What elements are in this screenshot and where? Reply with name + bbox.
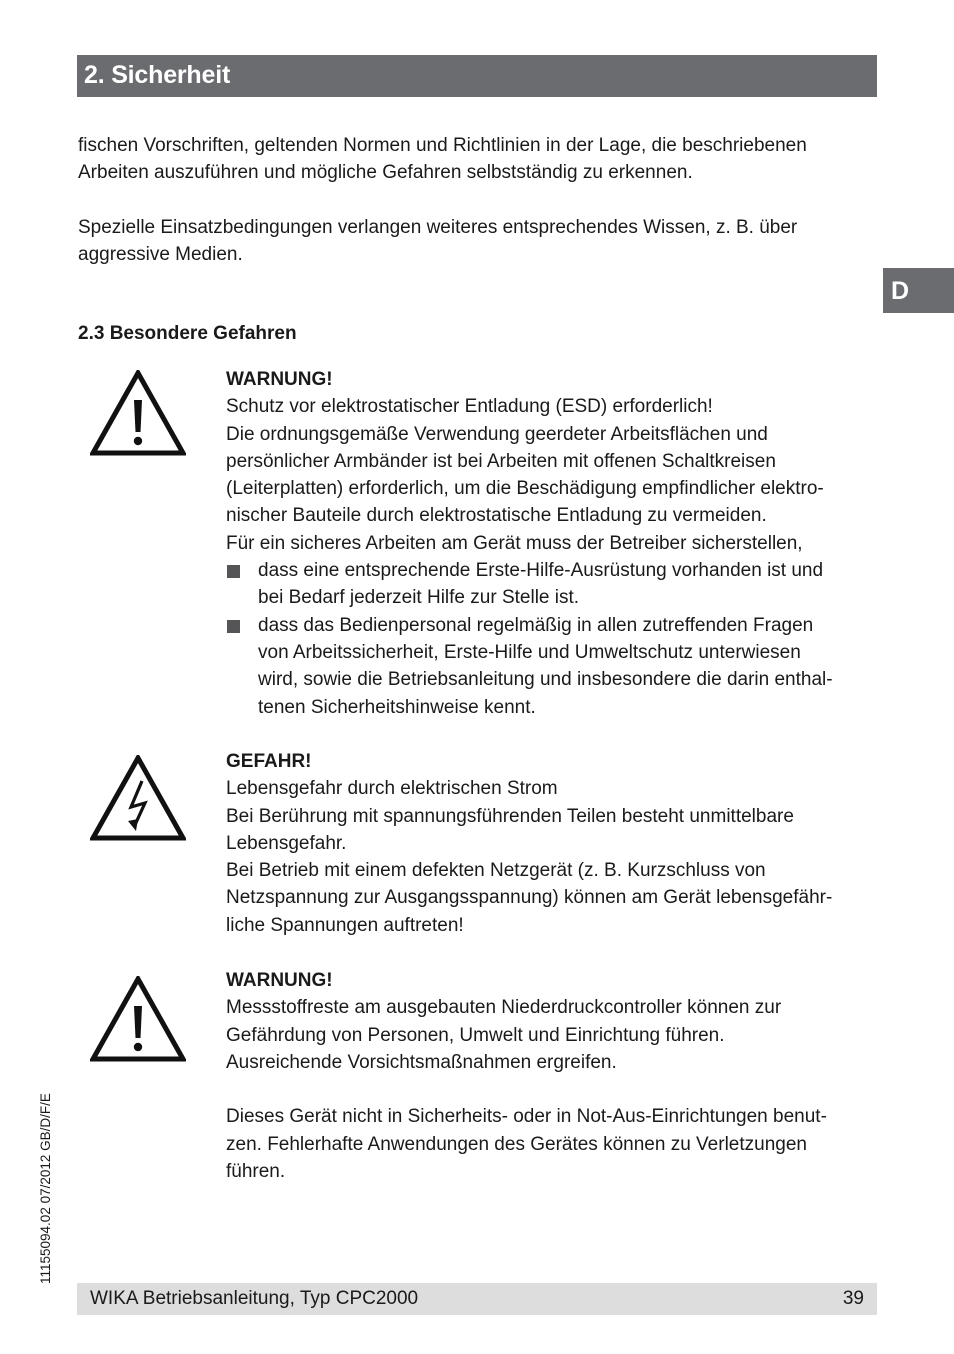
blank-line — [226, 1076, 878, 1103]
list-item — [226, 612, 878, 721]
notice-title: WARNUNG! — [226, 369, 333, 390]
warning-notice-esd — [226, 366, 878, 721]
text-line: persönlicher Armbänder ist bei Arbeiten mit offenen Schaltkreisen — [226, 450, 776, 472]
document-code: 11155094.02 07/2012 GB/D/F/E — [38, 1093, 53, 1284]
notice-title: GEFAHR! — [226, 751, 312, 772]
text-line: zen. Fehlerhafte Anwendungen des Gerätes können zu Verletzungen — [226, 1133, 807, 1155]
footer-title: WIKA Betriebsanleitung, Typ CPC2000 — [90, 1288, 419, 1309]
language-tab-label: D — [891, 277, 910, 305]
section-title: 2. Sicherheit — [84, 61, 231, 89]
page-number: 39 — [842, 1288, 864, 1309]
text-line: Lebensgefahr. — [226, 832, 347, 854]
text-line: Gefährdung von Personen, Umwelt und Einrichtung führen. — [226, 1024, 725, 1046]
text-line: führen. — [226, 1161, 286, 1183]
warning-exclamation-icon — [90, 976, 186, 1062]
intro-paragraph-2 — [78, 214, 868, 269]
subsection-heading: 2.3 Besondere Gefahren — [78, 323, 297, 344]
text-line: bei Bedarf jederzeit Hilfe zur Stelle ist. — [258, 587, 580, 609]
text-line: Lebensgefahr durch elektrischen Strom — [226, 778, 558, 800]
text-line: dass das Bedienpersonal regelmäßig in allen zutreffenden Fragen — [258, 614, 814, 636]
square-bullet-icon — [227, 620, 240, 633]
text-line: Ausreichende Vorsichtsmaßnahmen ergreifen. — [226, 1051, 617, 1073]
bullet-list — [226, 557, 878, 721]
text-line: liche Spannungen auftreten! — [226, 914, 464, 936]
text-line: Dieses Gerät nicht in Sicherheits- oder in Not-Aus-Einrichtungen benut- — [226, 1106, 827, 1128]
text-line: Schutz vor elektrostatischer Entladung (ESD) erforderlich! — [226, 396, 713, 418]
text-line: wird, sowie die Betriebsanleitung und insbesondere die darin enthal- — [258, 669, 833, 691]
warning-notice-residue — [226, 967, 878, 1185]
text-line: Bei Betrieb mit einem defekten Netzgerät (z. B. Kurzschluss von — [226, 860, 766, 882]
text-line: Messstoffreste am ausgebauten Niederdruckcontroller können zur — [226, 997, 782, 1019]
section-header-bar — [77, 55, 877, 97]
electric-hazard-icon — [90, 755, 186, 841]
intro-paragraph-1 — [78, 132, 868, 187]
text-line: von Arbeitssicherheit, Erste-Hilfe und Umweltschutz unterwiesen — [258, 641, 801, 663]
text-line: nischer Bauteile durch elektrostatische Entladung zu vermeiden. — [226, 505, 767, 527]
text-line: tenen Sicherheitshinweise kennt. — [258, 696, 536, 718]
text-line: Bei Berührung mit spannungsführenden Teilen besteht unmittelbare — [226, 805, 794, 827]
list-item — [226, 557, 878, 612]
text-line: Netzspannung zur Ausgangsspannung) können am Gerät lebensgefähr- — [226, 887, 833, 909]
text-line: fischen Vorschriften, geltenden Normen und Richtlinien in der Lage, die beschriebenen — [78, 135, 807, 156]
text-line: aggressive Medien. — [78, 244, 243, 266]
warning-exclamation-icon — [90, 370, 186, 456]
text-line: dass eine entsprechende Erste-Hilfe-Ausrüstung vorhanden ist und — [258, 560, 824, 582]
page-footer — [77, 1283, 877, 1315]
square-bullet-icon — [227, 565, 240, 578]
language-tab — [883, 268, 954, 313]
danger-notice-electric — [226, 748, 878, 939]
text-line: (Leiterplatten) erforderlich, um die Beschädigung empfindlicher elektro- — [226, 478, 824, 500]
text-line: Spezielle Einsatzbedingungen verlangen weiteres entsprechendes Wissen, z. B. über — [78, 217, 798, 238]
text-line: Für ein sicheres Arbeiten am Gerät muss der Betreiber sicherstellen, — [226, 532, 803, 554]
text-line: Die ordnungsgemäße Verwendung geerdeter Arbeitsflächen und — [226, 423, 768, 445]
notice-title: WARNUNG! — [226, 970, 333, 991]
text-line: Arbeiten auszuführen und mögliche Gefahren selbstständig zu erkennen. — [78, 162, 693, 184]
